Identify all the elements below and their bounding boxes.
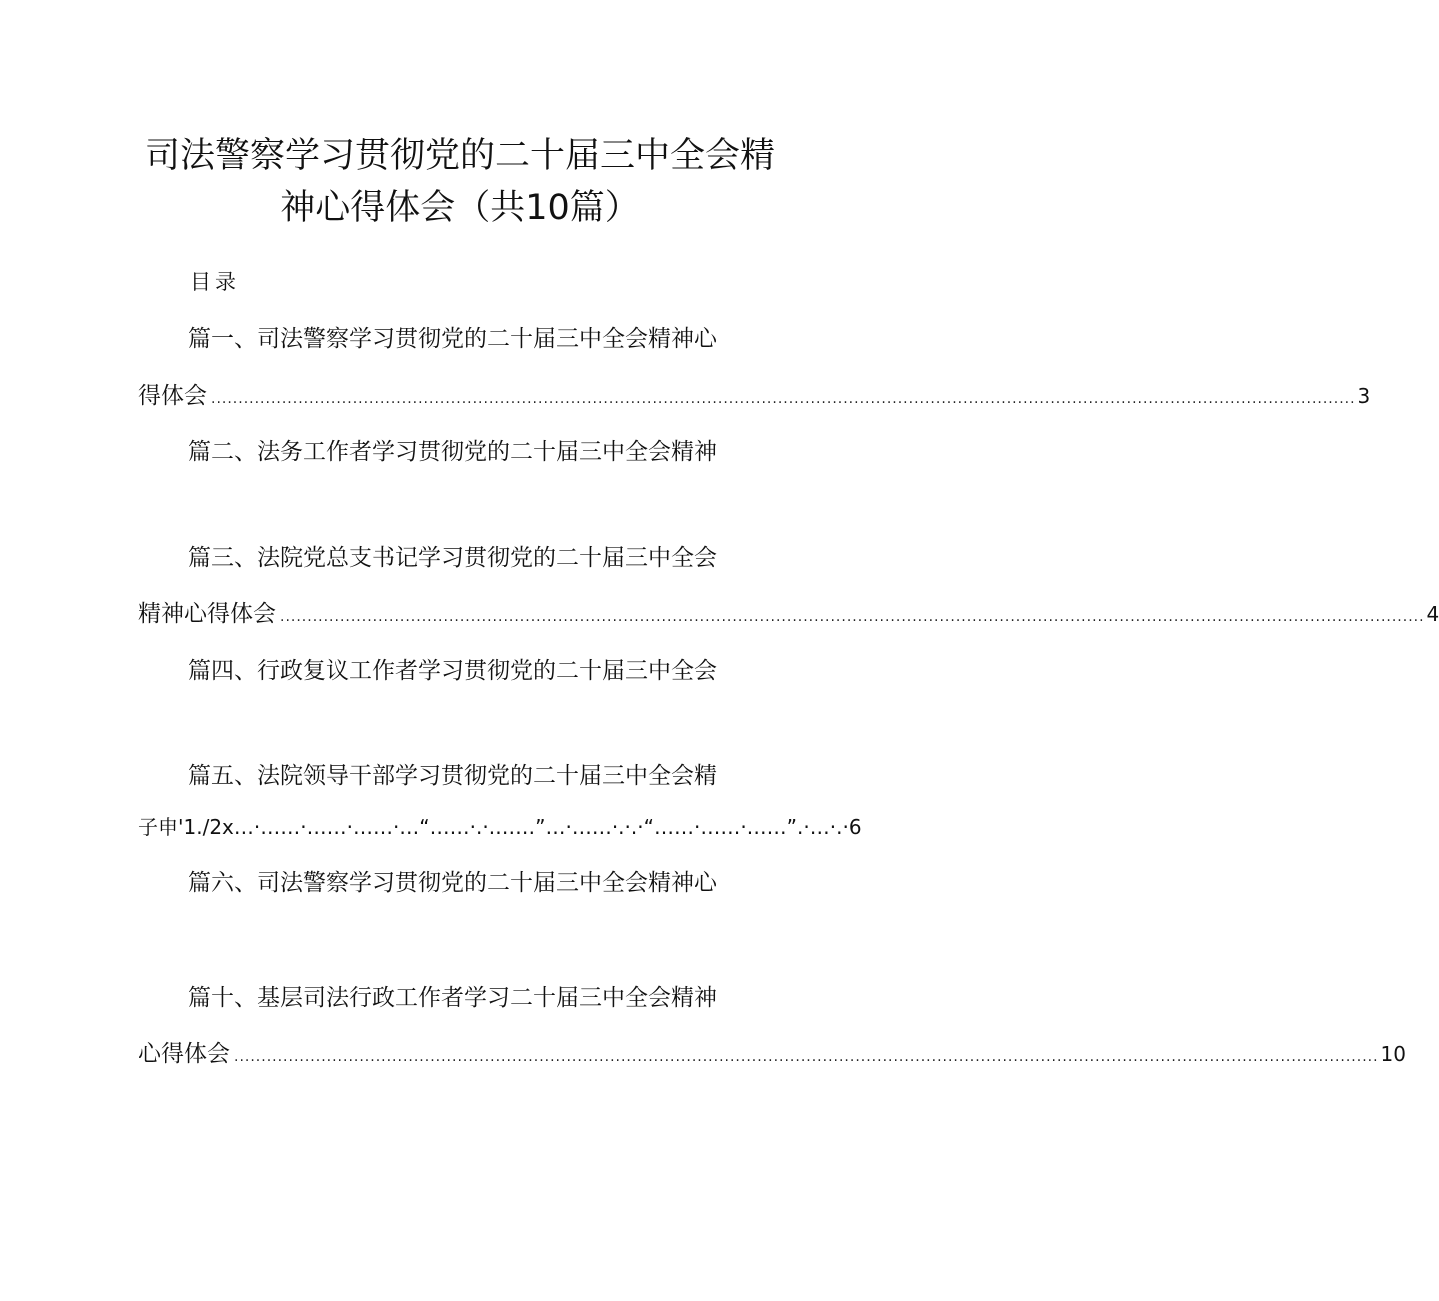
toc-entry-3-title[interactable]: 篇三、法院党总支书记学习贯彻党的二十届三中全会 (188, 545, 717, 571)
toc-entry-10-page: 10 (1380, 1042, 1406, 1066)
toc-entry-3-line[interactable] (138, 599, 1439, 629)
toc-entry-10-title[interactable]: 篇十、基层司法行政工作者学习二十届三中全会精神 (188, 985, 717, 1011)
dot-leader: .................................................................................................................................................................................................................. (211, 391, 1356, 407)
toc-entry-4-title[interactable]: 篇四、行政复议工作者学习贯彻党的二十届三中全会 (188, 658, 717, 684)
toc-entry-10-continuation: 心得体会 (138, 1041, 230, 1067)
toc-entry-6-title[interactable]: 篇六、司法警察学习贯彻党的二十届三中全会精神心 (188, 870, 717, 896)
document-title-line-1: 司法警察学习贯彻党的二十届三中全会精 (144, 136, 775, 176)
toc-label: 目录 (190, 270, 240, 294)
toc-entry-1-title[interactable]: 篇一、司法警察学习贯彻党的二十届三中全会精神心 (188, 326, 717, 352)
toc-entry-3-continuation: 精神心得体会 (138, 601, 276, 627)
dot-leader: .................................................................................................................................................................................................................. (234, 1049, 1379, 1065)
toc-entry-5-garbled-line: 子申'1./2x…·……·……·……·…“……·.·.……”…·……·.·.·“……·……·……”.·…·.·6 (138, 815, 862, 839)
toc-entry-3-page: 4 (1426, 602, 1439, 626)
dot-leader: .................................................................................................................................................................................................................. (280, 609, 1425, 625)
toc-entry-1-page: 3 (1357, 384, 1371, 408)
document-title-line-2: 神心得体会（共10篇） (280, 188, 640, 228)
toc-entry-10-line[interactable] (138, 1039, 1406, 1069)
toc-entry-1-line[interactable] (138, 381, 1371, 411)
toc-entry-1-continuation: 得体会 (138, 383, 207, 409)
toc-entry-2-title[interactable]: 篇二、法务工作者学习贯彻党的二十届三中全会精神 (188, 439, 717, 465)
toc-entry-5-title[interactable]: 篇五、法院领导干部学习贯彻党的二十届三中全会精 (188, 763, 717, 789)
